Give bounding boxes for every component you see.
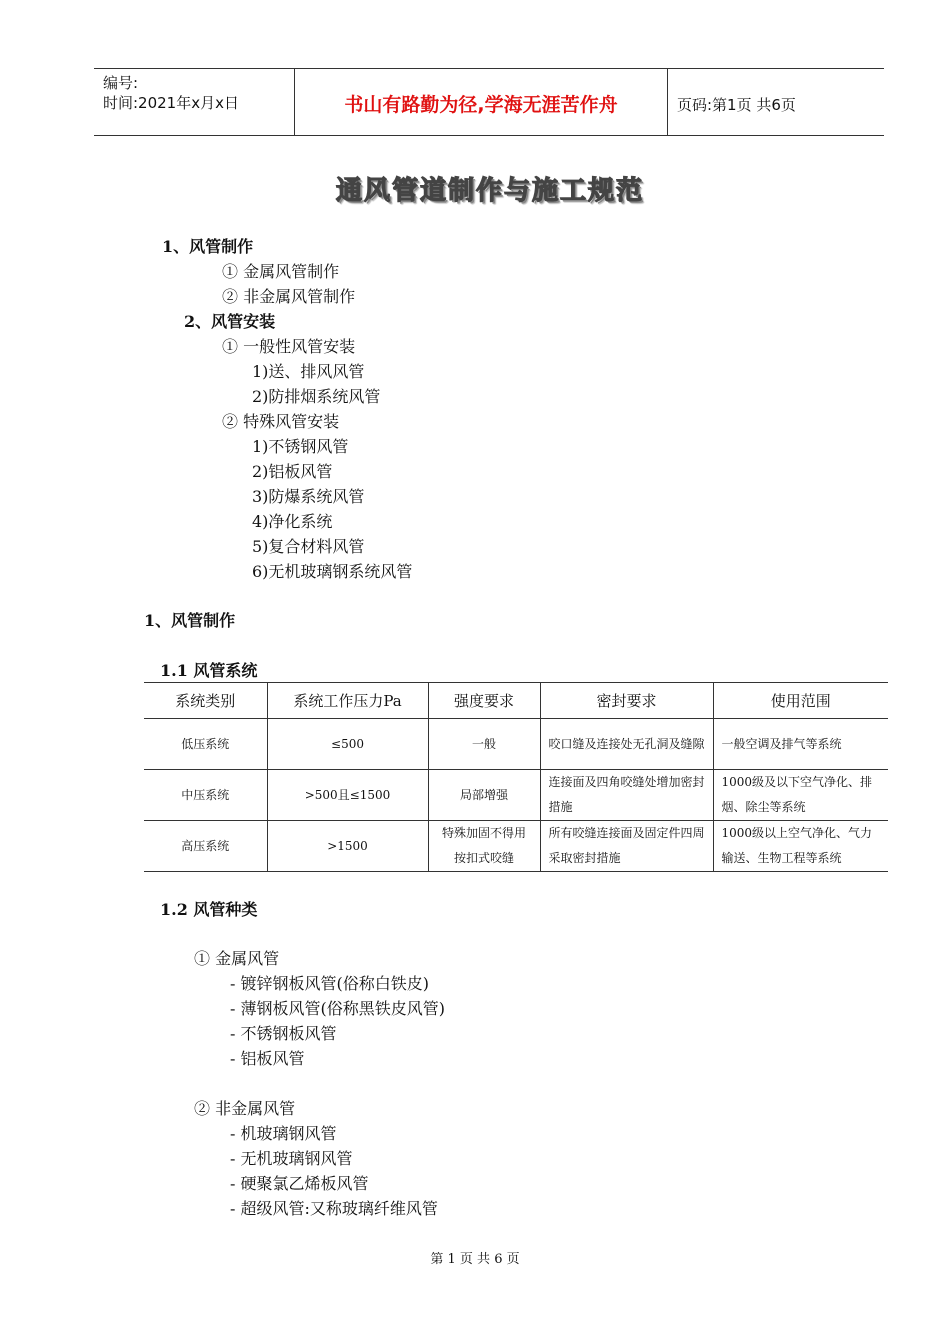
column-header: 系统类别 <box>144 683 267 719</box>
list-item: - 薄钢板风管(俗称黑铁皮风管) <box>230 999 445 1018</box>
table-cell: 特殊加固不得用按扣式咬缝 <box>428 821 540 872</box>
header-page-label: 页码:第1页 共6页 <box>677 96 796 114</box>
table-cell: 低压系统 <box>144 719 267 770</box>
document-time-label: 时间:2021年x月x日 <box>103 94 239 112</box>
header-top-rule <box>94 68 884 69</box>
toc-item-2-1: ① 一般性风管安装 <box>222 337 356 356</box>
toc-item-2-2: ② 特殊风管安装 <box>222 412 340 431</box>
table-row <box>144 719 888 770</box>
header-motto: 书山有路勤为径,学海无涯苦作舟 <box>344 94 618 116</box>
header-divider-right <box>667 69 668 136</box>
section-1-heading: 1、风管制作 <box>144 611 236 630</box>
page-footer: 第 1 页 共 6 页 <box>430 1252 520 1267</box>
table-cell: 咬口缝及连接处无孔洞及缝隙 <box>540 719 713 770</box>
table-cell: 1000级及以下空气净化、排烟、除尘等系统 <box>713 770 888 821</box>
table-cell: ≤500 <box>267 719 428 770</box>
subsection-1-2-heading: 1.2 风管种类 <box>160 900 258 919</box>
toc-item-2-2-5: 5)复合材料风管 <box>252 537 365 556</box>
table-cell: 连接面及四角咬缝处增加密封措施 <box>540 770 713 821</box>
toc-item-2-2-6: 6)无机玻璃钢系统风管 <box>252 562 413 581</box>
list-item: - 超级风管:又称玻璃纤维风管 <box>230 1199 438 1218</box>
subsection-1-1-heading: 1.1 风管系统 <box>160 661 258 680</box>
table-cell: 中压系统 <box>144 770 267 821</box>
table-cell: 局部增强 <box>428 770 540 821</box>
toc-item-2-2-3: 3)防爆系统风管 <box>252 487 365 506</box>
table-cell: 所有咬缝连接面及固定件四周采取密封措施 <box>540 821 713 872</box>
header-divider-left <box>294 69 295 136</box>
column-header: 使用范围 <box>713 683 888 719</box>
table-cell: 1000级以上空气净化、气力输送、生物工程等系统 <box>713 821 888 872</box>
toc-item-1-1: ① 金属风管制作 <box>222 262 340 281</box>
document-title: 通风管道制作与施工规范 <box>335 176 644 206</box>
table-cell: >500且≤1500 <box>267 770 428 821</box>
table-row <box>144 821 888 872</box>
list-item: - 无机玻璃钢风管 <box>230 1149 353 1168</box>
column-header: 密封要求 <box>540 683 713 719</box>
list-item: - 机玻璃钢风管 <box>230 1124 337 1143</box>
toc-item-2-2-4: 4)净化系统 <box>252 512 333 531</box>
table-cell: 一般空调及排气等系统 <box>713 719 888 770</box>
duct-system-table <box>144 682 888 872</box>
toc-section-2: 2、风管安装 <box>184 312 276 331</box>
toc-section-1: 1、风管制作 <box>162 237 254 256</box>
column-header: 强度要求 <box>428 683 540 719</box>
list-item: - 硬聚氯乙烯板风管 <box>230 1174 369 1193</box>
table-header-row <box>144 683 888 719</box>
toc-item-2-2-1: 1)不锈钢风管 <box>252 437 349 456</box>
list-item: - 铝板风管 <box>230 1049 305 1068</box>
toc-item-2-2-2: 2)铝板风管 <box>252 462 333 481</box>
document-number-label: 编号: <box>103 74 139 92</box>
column-header: 系统工作压力Pa <box>267 683 428 719</box>
table-cell: 一般 <box>428 719 540 770</box>
nonmetal-duct-label: ② 非金属风管 <box>194 1099 296 1118</box>
table-row <box>144 770 888 821</box>
list-item: - 不锈钢板风管 <box>230 1024 337 1043</box>
toc-item-1-2: ② 非金属风管制作 <box>222 287 356 306</box>
table-cell: 高压系统 <box>144 821 267 872</box>
toc-item-2-1-2: 2)防排烟系统风管 <box>252 387 381 406</box>
table-cell: >1500 <box>267 821 428 872</box>
list-item: - 镀锌钢板风管(俗称白铁皮) <box>230 974 429 993</box>
toc-item-2-1-1: 1)送、排风风管 <box>252 362 365 381</box>
metal-duct-label: ① 金属风管 <box>194 949 280 968</box>
header-bottom-rule <box>94 135 884 136</box>
